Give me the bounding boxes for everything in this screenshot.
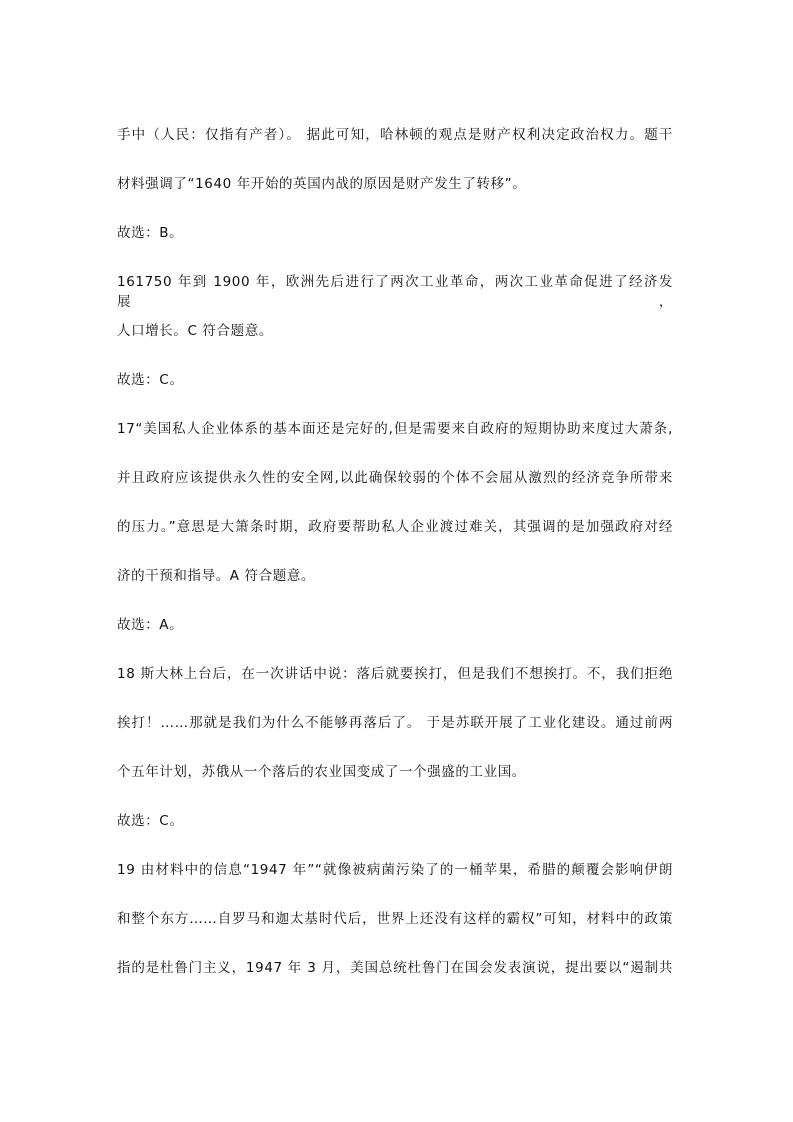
text-line: 指的是杜鲁门主义，1947 年 3 月，美国总统杜鲁门在国会发表演说，提出要以“遏制共 — [117, 960, 673, 976]
text-line: 手中（人民：仅指有产者）。 据此可知，哈林顿的观点是财产权利决定政治权力。题干 — [117, 127, 673, 143]
text-line: 材料强调了“1640 年开始的英国内战的原因是财产发生了转移”。 — [117, 176, 527, 192]
text-line: 并且政府应该提供永久性的安全网,以此确保较弱的个体不会屈从激烈的经济竞争所带来 — [117, 470, 673, 486]
text-line: 161750 年到 1900 年，欧洲先后进行了两次工业革命，两次工业革命促进了经济发展， — [117, 274, 673, 310]
text-line: 19 由材料中的信息“1947 年”“就像被病菌污染了的一桶苹果，希腊的颠覆会影响伊朗 — [117, 862, 673, 878]
answer-line: 故选：B。 — [117, 225, 184, 241]
text-line: 和整个东方……自罗马和迦太基时代后，世界上还没有这样的霸权”可知，材料中的政策 — [117, 911, 673, 927]
answer-line: 故选：A。 — [117, 617, 184, 633]
text-line: 个五年计划，苏俄从一个落后的农业国变成了一个强盛的工业国。 — [117, 764, 526, 780]
text-line: 的压力。”意思是大箫条时期，政府要帮助私人企业渡过难关，其强调的是加强政府对经 — [117, 519, 673, 535]
text-line: 18 斯大林上台后，在一次讲话中说：落后就要挨打，但是我们不想挨打。不，我们拒绝 — [117, 666, 673, 682]
answer-line: 故选：C。 — [117, 813, 184, 829]
answer-line: 故选：C。 — [117, 372, 184, 388]
text-line: 挨打！……那就是我们为什么不能够再落后了。 于是苏联开展了工业化建设。通过前两 — [117, 715, 673, 731]
text-line: 17“美国私人企业体系的基本面还是完好的,但是需要来自政府的短期协助来度过大萧条, — [117, 421, 673, 437]
text-line: 人口增长。C 符合题意。 — [117, 323, 273, 339]
text-line: 济的干预和指导。A 符合题意。 — [117, 568, 316, 584]
